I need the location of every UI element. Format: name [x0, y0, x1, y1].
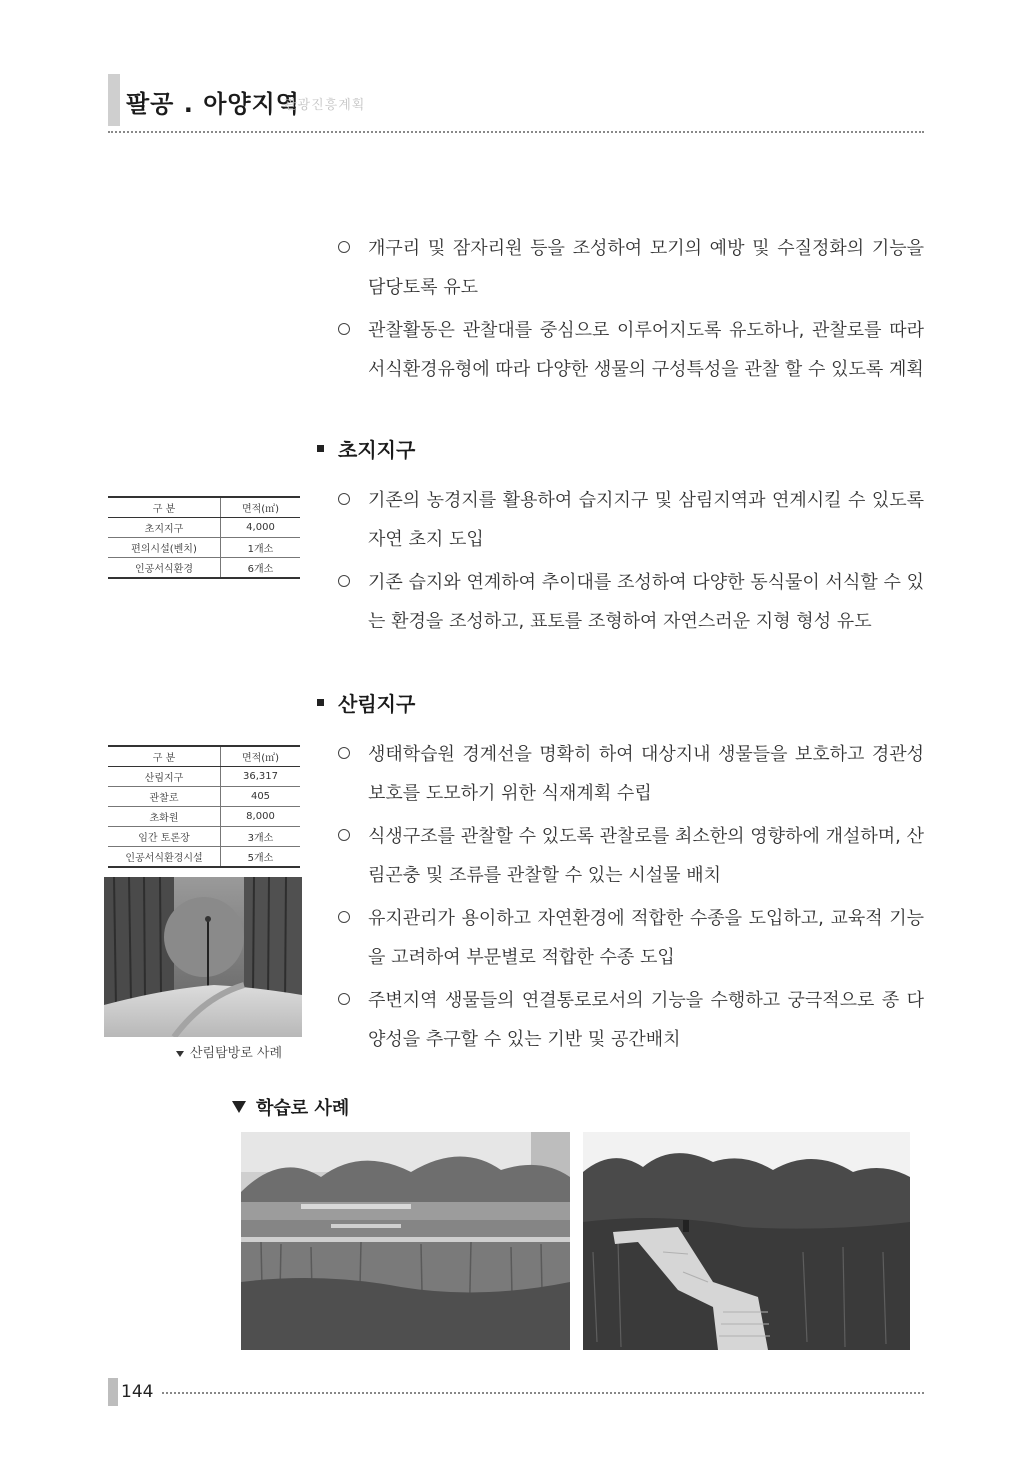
circle-bullet-icon — [338, 747, 350, 759]
table-header-cell: 구 분 — [108, 746, 221, 767]
table-cell: 임간 토론장 — [108, 827, 221, 847]
square-bullet-icon — [317, 699, 324, 706]
forest-photo-caption — [176, 1042, 282, 1061]
grass-bullet-list — [338, 481, 924, 645]
boardwalk-illustration — [583, 1132, 910, 1350]
header-tab-marker — [108, 74, 120, 126]
table-row — [108, 847, 300, 868]
bullet-text: 식생구조를 관찰할 수 있도록 관찰로를 최소한의 영향하에 개설하며, 산림곤충 및 조류를 관찰할 수 있는 시설물 배치 — [368, 826, 924, 886]
header-subtitle: 관광진흥계획 — [284, 98, 366, 113]
bullet-text: 주변지역 생물들의 연결통로로서의 기능을 수행하고 궁극적으로 종 다양성을 추구할 수 있는 기반 및 공간배치 — [368, 990, 924, 1050]
bullet-text: 기존의 농경지를 활용하여 습지지구 및 삼림지역과 연계시킬 수 있도록 자연 초지 도입 — [368, 490, 924, 550]
forest-bullet-list — [338, 735, 924, 1063]
table-header-cell: 면적(㎡) — [221, 746, 301, 767]
page-number: 144 — [121, 1382, 154, 1402]
grass-area-table — [108, 496, 300, 579]
caption-arrow-icon — [176, 1051, 184, 1057]
bullet-text: 관찰활동은 관찰대를 중심으로 이루어지도록 유도하나, 관찰로를 따라 서식환경유형에 따라 다양한 생물의 구성특성을 관찰 할 수 있도록 계획 — [368, 320, 924, 380]
circle-bullet-icon — [338, 829, 350, 841]
section-heading-text: 산림지구 — [338, 692, 416, 716]
table-row — [108, 538, 300, 558]
table-row — [108, 767, 300, 787]
table-row — [108, 807, 300, 827]
down-triangle-icon — [232, 1101, 246, 1113]
list-item — [338, 735, 924, 813]
caption-text: 산림탐방로 사례 — [190, 1046, 283, 1061]
section-heading-grass — [317, 434, 415, 463]
table-cell: 6개소 — [221, 558, 301, 579]
table-cell: 36,317 — [221, 767, 301, 787]
square-bullet-icon — [317, 445, 324, 452]
table-header-cell: 면적(㎡) — [221, 497, 301, 518]
circle-bullet-icon — [338, 993, 350, 1005]
figure-title-text: 학습로 사례 — [256, 1098, 350, 1119]
circle-bullet-icon — [338, 323, 350, 335]
table-header-cell: 구 분 — [108, 497, 221, 518]
bullet-text: 개구리 및 잠자리원 등을 조성하여 모기의 예방 및 수질정화의 기능을 담당토록 유도 — [368, 238, 924, 298]
footer-tab-marker — [108, 1378, 118, 1406]
header-title: 팔공 . 아양지역 — [126, 90, 300, 118]
section-heading-forest — [317, 688, 415, 717]
list-item — [338, 899, 924, 977]
forest-area-table — [108, 745, 300, 868]
list-item — [338, 229, 924, 307]
circle-bullet-icon — [338, 911, 350, 923]
table-header-row — [108, 746, 300, 767]
table-row — [108, 827, 300, 847]
section-heading-text: 초지지구 — [338, 438, 416, 462]
table-cell: 8,000 — [221, 807, 301, 827]
forest-trail-photo — [104, 877, 302, 1037]
circle-bullet-icon — [338, 493, 350, 505]
header-divider — [108, 131, 924, 133]
table-cell: 4,000 — [221, 518, 301, 538]
table-cell: 1개소 — [221, 538, 301, 558]
table-row — [108, 518, 300, 538]
bullet-text: 생태학습원 경계선을 명확히 하여 대상지내 생물들을 보호하고 경관성 보호를 도모하기 위한 식재계획 수립 — [368, 744, 924, 804]
intro-bullet-list — [338, 229, 924, 393]
table-cell: 5개소 — [221, 847, 301, 868]
table-cell: 인공서식환경시설 — [108, 847, 221, 868]
list-item — [338, 311, 924, 389]
table-cell: 편의시설(벤치) — [108, 538, 221, 558]
bullet-text: 유지관리가 용이하고 자연환경에 적합한 수종을 도입하고, 교육적 기능을 고려하여 부문별로 적합한 수종 도입 — [368, 908, 924, 968]
table-cell: 405 — [221, 787, 301, 807]
boardwalk-photo — [583, 1132, 910, 1350]
table-cell: 초지지구 — [108, 518, 221, 538]
wetland-pond-photo — [241, 1132, 570, 1350]
wetland-pond-illustration — [241, 1132, 570, 1350]
table-row — [108, 787, 300, 807]
table-cell: 산림지구 — [108, 767, 221, 787]
list-item — [338, 481, 924, 559]
table-cell: 인공서식환경 — [108, 558, 221, 579]
table-cell: 3개소 — [221, 827, 301, 847]
bullet-text: 기존 습지와 연계하여 추이대를 조성하여 다양한 동식물이 서식할 수 있는 환경을 조성하고, 표토를 조형하여 자연스러운 지형 형성 유도 — [368, 572, 924, 632]
circle-bullet-icon — [338, 241, 350, 253]
list-item — [338, 981, 924, 1059]
table-cell: 초화원 — [108, 807, 221, 827]
table-cell: 관찰로 — [108, 787, 221, 807]
table-row — [108, 558, 300, 579]
figure-title — [232, 1094, 349, 1120]
forest-trail-illustration — [104, 877, 302, 1037]
list-item — [338, 563, 924, 641]
table-header-row — [108, 497, 300, 518]
circle-bullet-icon — [338, 575, 350, 587]
list-item — [338, 817, 924, 895]
footer-divider — [162, 1392, 924, 1394]
